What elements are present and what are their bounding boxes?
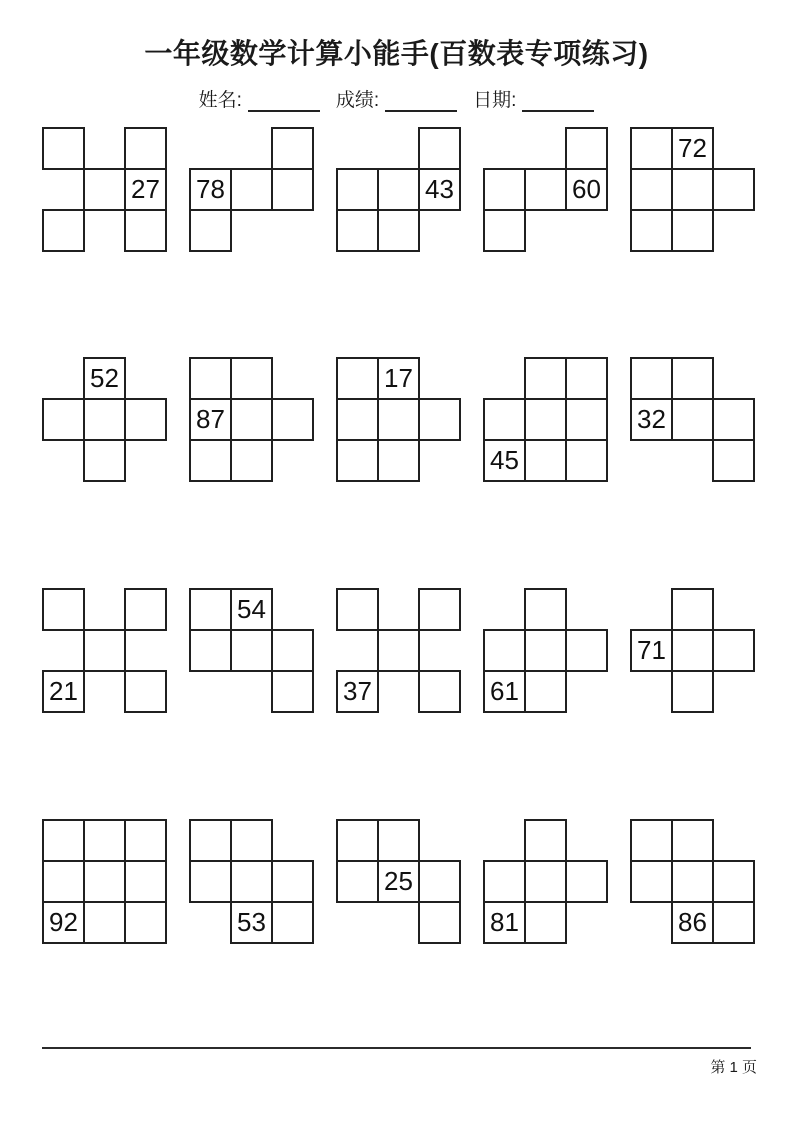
answer-cell[interactable] — [230, 439, 273, 482]
puzzle-16 — [42, 819, 167, 944]
answer-cell[interactable] — [124, 670, 167, 713]
puzzle-10 — [630, 357, 755, 482]
given-number-cell: 86 — [671, 901, 714, 944]
given-number-cell: 87 — [189, 398, 232, 441]
answer-cell[interactable] — [377, 398, 420, 441]
given-number-cell: 25 — [377, 860, 420, 903]
answer-cell[interactable] — [565, 629, 608, 672]
answer-cell[interactable] — [83, 398, 126, 441]
answer-cell[interactable] — [230, 860, 273, 903]
answer-cell[interactable] — [271, 168, 314, 211]
answer-cell[interactable] — [271, 127, 314, 170]
given-number-cell: 37 — [336, 670, 379, 713]
answer-cell[interactable] — [377, 209, 420, 252]
answer-cell[interactable] — [336, 357, 379, 400]
given-number-cell: 54 — [230, 588, 273, 631]
answer-cell[interactable] — [271, 670, 314, 713]
answer-cell[interactable] — [189, 860, 232, 903]
answer-cell[interactable] — [189, 588, 232, 631]
given-number-cell: 21 — [42, 670, 85, 713]
given-number-cell: 17 — [377, 357, 420, 400]
given-number-cell: 60 — [565, 168, 608, 211]
answer-cell[interactable] — [671, 168, 714, 211]
answer-cell[interactable] — [712, 901, 755, 944]
answer-cell[interactable] — [483, 398, 526, 441]
puzzle-9 — [483, 357, 608, 482]
answer-cell[interactable] — [565, 860, 608, 903]
answer-cell[interactable] — [565, 439, 608, 482]
puzzle-17 — [189, 819, 314, 944]
answer-cell[interactable] — [83, 168, 126, 211]
answer-cell[interactable] — [83, 439, 126, 482]
puzzle-5 — [630, 127, 755, 252]
answer-cell[interactable] — [483, 629, 526, 672]
answer-cell[interactable] — [671, 588, 714, 631]
answer-cell[interactable] — [336, 209, 379, 252]
answer-cell[interactable] — [630, 168, 673, 211]
puzzle-8 — [336, 357, 461, 482]
answer-cell[interactable] — [42, 209, 85, 252]
given-number-cell: 92 — [42, 901, 85, 944]
answer-cell[interactable] — [124, 860, 167, 903]
answer-cell[interactable] — [524, 588, 567, 631]
puzzle-11 — [42, 588, 167, 713]
answer-cell[interactable] — [42, 127, 85, 170]
answer-cell[interactable] — [524, 168, 567, 211]
answer-cell[interactable] — [271, 629, 314, 672]
answer-cell[interactable] — [671, 357, 714, 400]
answer-cell[interactable] — [524, 670, 567, 713]
given-number-cell: 61 — [483, 670, 526, 713]
answer-cell[interactable] — [230, 629, 273, 672]
answer-cell[interactable] — [418, 860, 461, 903]
answer-cell[interactable] — [712, 168, 755, 211]
answer-cell[interactable] — [377, 168, 420, 211]
puzzle-13 — [336, 588, 461, 713]
answer-cell[interactable] — [124, 588, 167, 631]
puzzle-4 — [483, 127, 608, 252]
answer-cell[interactable] — [271, 860, 314, 903]
answer-cell[interactable] — [124, 127, 167, 170]
answer-cell[interactable] — [83, 629, 126, 672]
answer-cell[interactable] — [230, 357, 273, 400]
answer-cell[interactable] — [630, 127, 673, 170]
given-number-cell: 81 — [483, 901, 526, 944]
puzzle-20 — [630, 819, 755, 944]
answer-cell[interactable] — [418, 398, 461, 441]
answer-cell[interactable] — [712, 860, 755, 903]
answer-cell[interactable] — [377, 819, 420, 862]
answer-cell[interactable] — [83, 860, 126, 903]
answer-cell[interactable] — [42, 819, 85, 862]
puzzle-1 — [42, 127, 167, 252]
given-number-cell: 78 — [189, 168, 232, 211]
answer-cell[interactable] — [483, 209, 526, 252]
answer-cell[interactable] — [671, 670, 714, 713]
answer-cell[interactable] — [42, 398, 85, 441]
answer-cell[interactable] — [230, 819, 273, 862]
answer-cell[interactable] — [189, 819, 232, 862]
puzzle-7 — [189, 357, 314, 482]
puzzle-3 — [336, 127, 461, 252]
answer-cell[interactable] — [377, 629, 420, 672]
answer-cell[interactable] — [565, 357, 608, 400]
page-title: 一年级数学计算小能手(百数表专项练习) — [144, 38, 649, 69]
given-number-cell: 72 — [671, 127, 714, 170]
given-number-cell: 45 — [483, 439, 526, 482]
answer-cell[interactable] — [565, 398, 608, 441]
answer-cell[interactable] — [630, 819, 673, 862]
answer-cell[interactable] — [418, 127, 461, 170]
answer-cell[interactable] — [189, 439, 232, 482]
answer-cell[interactable] — [336, 819, 379, 862]
answer-cell[interactable] — [336, 439, 379, 482]
puzzle-18 — [336, 819, 461, 944]
date-label: 日期: — [473, 90, 517, 111]
answer-cell[interactable] — [524, 819, 567, 862]
answer-cell[interactable] — [336, 588, 379, 631]
answer-cell[interactable] — [524, 860, 567, 903]
puzzle-6 — [42, 357, 167, 482]
score-label: 成绩: — [335, 90, 380, 111]
puzzle-14 — [483, 588, 608, 713]
given-number-cell: 71 — [630, 629, 673, 672]
answer-cell[interactable] — [630, 209, 673, 252]
given-number-cell: 43 — [418, 168, 461, 211]
page-number: 第 1 页 — [710, 1059, 757, 1076]
answer-cell[interactable] — [336, 860, 379, 903]
answer-cell[interactable] — [671, 819, 714, 862]
answer-cell[interactable] — [271, 398, 314, 441]
answer-cell[interactable] — [712, 439, 755, 482]
answer-cell[interactable] — [42, 588, 85, 631]
puzzle-15 — [630, 588, 755, 713]
answer-cell[interactable] — [524, 439, 567, 482]
answer-cell[interactable] — [483, 860, 526, 903]
answer-cell[interactable] — [630, 860, 673, 903]
answer-cell[interactable] — [671, 629, 714, 672]
answer-cell[interactable] — [565, 127, 608, 170]
answer-cell[interactable] — [271, 901, 314, 944]
answer-cell[interactable] — [189, 209, 232, 252]
answer-cell[interactable] — [630, 357, 673, 400]
answer-cell[interactable] — [418, 670, 461, 713]
puzzle-2 — [189, 127, 314, 252]
answer-cell[interactable] — [712, 398, 755, 441]
given-number-cell: 32 — [630, 398, 673, 441]
given-number-cell: 53 — [230, 901, 273, 944]
answer-cell[interactable] — [230, 168, 273, 211]
answer-cell[interactable] — [124, 901, 167, 944]
answer-cell[interactable] — [524, 629, 567, 672]
answer-cell[interactable] — [124, 819, 167, 862]
answer-cell[interactable] — [336, 168, 379, 211]
answer-cell[interactable] — [483, 168, 526, 211]
answer-cell[interactable] — [124, 398, 167, 441]
answer-cell[interactable] — [336, 398, 379, 441]
answer-cell[interactable] — [671, 398, 714, 441]
answer-cell[interactable] — [418, 901, 461, 944]
answer-cell[interactable] — [124, 209, 167, 252]
name-label: 姓名: — [198, 90, 242, 111]
puzzle-12 — [189, 588, 314, 713]
answer-cell[interactable] — [189, 357, 232, 400]
answer-cell[interactable] — [524, 357, 567, 400]
answer-cell[interactable] — [712, 629, 755, 672]
answer-cell[interactable] — [524, 398, 567, 441]
answer-cell[interactable] — [377, 439, 420, 482]
answer-cell[interactable] — [671, 209, 714, 252]
footer-divider — [42, 1047, 751, 1049]
answer-cell[interactable] — [524, 901, 567, 944]
answer-cell[interactable] — [189, 629, 232, 672]
answer-cell[interactable] — [418, 588, 461, 631]
given-number-cell: 52 — [83, 357, 126, 400]
puzzle-19 — [483, 819, 608, 944]
answer-cell[interactable] — [83, 819, 126, 862]
answer-cell[interactable] — [230, 398, 273, 441]
answer-cell[interactable] — [671, 860, 714, 903]
answer-cell[interactable] — [83, 901, 126, 944]
given-number-cell: 27 — [124, 168, 167, 211]
answer-cell[interactable] — [42, 860, 85, 903]
